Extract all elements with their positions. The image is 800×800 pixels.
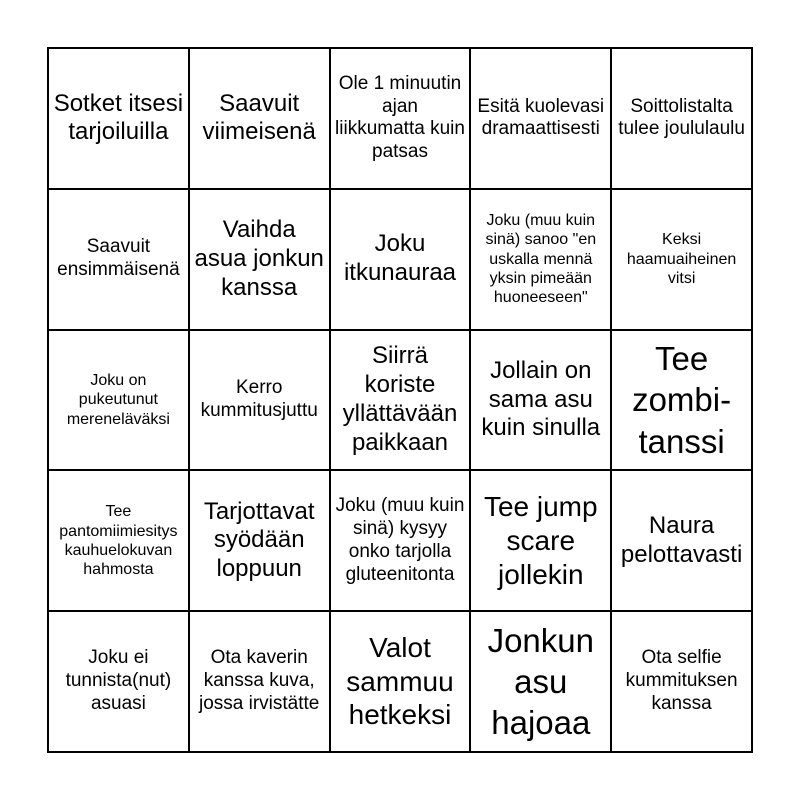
bingo-cell[interactable]: Tee pantomiimiesitys kauhuelokuvan hahmosta <box>48 470 189 611</box>
bingo-cell[interactable]: Valot sammuu hetkeksi <box>330 611 471 752</box>
bingo-cell[interactable]: Ota selfie kummituksen kanssa <box>611 611 752 752</box>
bingo-cell[interactable]: Esitä kuolevasi dramaattisesti <box>470 48 611 189</box>
bingo-cell[interactable]: Joku (muu kuin sinä) sanoo "en uskalla mennä yksin pimeään huoneeseen" <box>470 189 611 330</box>
bingo-board <box>47 47 753 753</box>
bingo-cell[interactable]: Keksi haamuaiheinen vitsi <box>611 189 752 330</box>
bingo-cell[interactable]: Ole 1 minuutin ajan liikkumatta kuin patsas <box>330 48 471 189</box>
bingo-cell[interactable]: Saavuit viimeisenä <box>189 48 330 189</box>
bingo-cell[interactable]: Jonkun asu hajoaa <box>470 611 611 752</box>
bingo-cell[interactable]: Naura pelottavasti <box>611 470 752 611</box>
bingo-cell[interactable]: Kerro kummitusjuttu <box>189 330 330 471</box>
bingo-cell[interactable]: Saavuit ensimmäisenä <box>48 189 189 330</box>
bingo-cell[interactable]: Soittolistalta tulee joululaulu <box>611 48 752 189</box>
bingo-cell[interactable]: Tee jump scare jollekin <box>470 470 611 611</box>
bingo-cell[interactable]: Joku itkunauraa <box>330 189 471 330</box>
bingo-cell[interactable]: Ota kaverin kanssa kuva, jossa irvistätte <box>189 611 330 752</box>
bingo-cell[interactable]: Joku ei tunnista(nut) asuasi <box>48 611 189 752</box>
bingo-cell[interactable]: Joku (muu kuin sinä) kysyy onko tarjolla gluteenitonta <box>330 470 471 611</box>
bingo-cell[interactable]: Sotket itsesi tarjoiluilla <box>48 48 189 189</box>
bingo-cell[interactable]: Siirrä koriste yllättävään paikkaan <box>330 330 471 471</box>
bingo-cell[interactable]: Tee zombi-tanssi <box>611 330 752 471</box>
bingo-cell[interactable]: Vaihda asua jonkun kanssa <box>189 189 330 330</box>
bingo-cell[interactable]: Jollain on sama asu kuin sinulla <box>470 330 611 471</box>
bingo-cell[interactable]: Joku on pukeutunut mereneläväksi <box>48 330 189 471</box>
bingo-cell[interactable]: Tarjottavat syödään loppuun <box>189 470 330 611</box>
